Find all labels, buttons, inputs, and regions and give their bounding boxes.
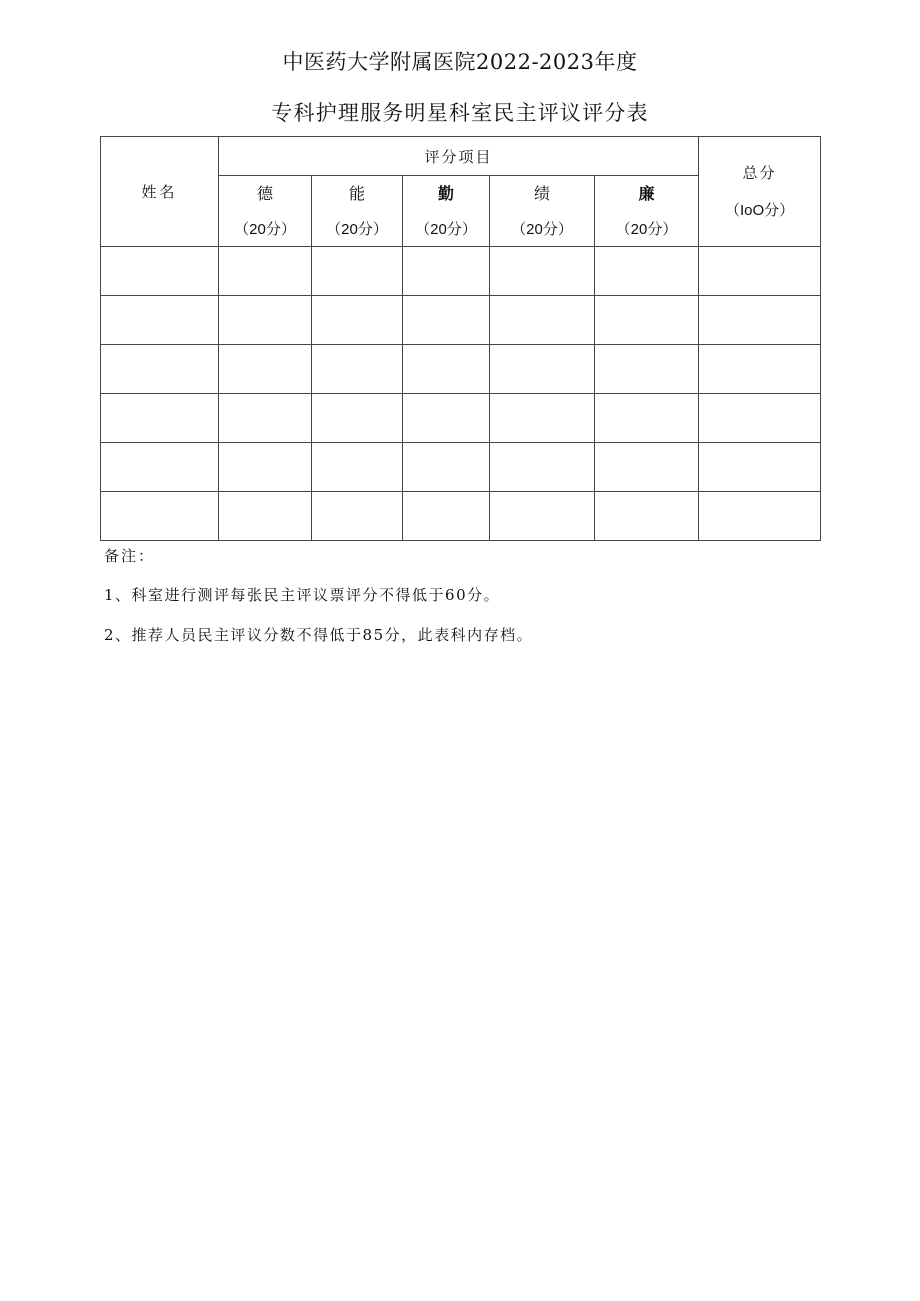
- score-cell-ji[interactable]: [490, 492, 595, 541]
- category-max-score: （20分）: [234, 220, 296, 238]
- score-cell-de[interactable]: [219, 492, 312, 541]
- score-cell-de[interactable]: [219, 443, 312, 492]
- notes-section: [104, 545, 155, 566]
- category-max-score: （20分）: [511, 220, 573, 238]
- evaluation-table: [100, 136, 821, 541]
- category-header-neng: [312, 176, 403, 247]
- category-header-ji: [490, 176, 595, 247]
- total-cell[interactable]: [699, 247, 821, 296]
- score-cell-qin[interactable]: [403, 492, 490, 541]
- score-cell-de[interactable]: [219, 345, 312, 394]
- score-cell-neng[interactable]: [312, 394, 403, 443]
- score-cell-de[interactable]: [219, 394, 312, 443]
- score-cell-qin[interactable]: [403, 345, 490, 394]
- total-cell[interactable]: [699, 492, 821, 541]
- document-title-line-2: 专科护理服务明星科室民主评议评分表: [271, 101, 649, 125]
- table-row: [101, 296, 821, 345]
- score-cell-qin[interactable]: [403, 296, 490, 345]
- name-cell[interactable]: [101, 247, 219, 296]
- total-cell[interactable]: [699, 345, 821, 394]
- score-cell-qin[interactable]: [403, 247, 490, 296]
- score-cell-ji[interactable]: [490, 394, 595, 443]
- category-max-score: （20分）: [615, 220, 678, 238]
- score-cell-neng[interactable]: [312, 443, 403, 492]
- total-cell[interactable]: [699, 443, 821, 492]
- table-row: [101, 345, 821, 394]
- score-cell-neng[interactable]: [312, 345, 403, 394]
- scoring-items-header: 评分项目: [219, 137, 699, 176]
- table-row: [101, 247, 821, 296]
- document-title-line-1: 中医药大学附属医院2022-2023年度: [282, 50, 638, 74]
- notes-label: 备注：: [104, 547, 156, 565]
- name-header-label: 姓名: [141, 183, 178, 201]
- score-cell-ji[interactable]: [490, 345, 595, 394]
- score-cell-ji[interactable]: [490, 247, 595, 296]
- note-item: 2、推荐人员民主评议分数不得低于85分，此表科内存档。: [104, 626, 534, 644]
- category-name: 廉: [638, 183, 655, 203]
- name-cell[interactable]: [101, 443, 219, 492]
- score-cell-qin[interactable]: [403, 443, 490, 492]
- name-cell[interactable]: [101, 394, 219, 443]
- category-name: 德: [256, 183, 273, 203]
- score-cell-neng[interactable]: [312, 492, 403, 541]
- category-max-score: （20分）: [326, 220, 388, 238]
- score-cell-lian[interactable]: [595, 443, 699, 492]
- category-name: 勤: [437, 183, 454, 203]
- table-row: [101, 492, 821, 541]
- note-item: 1、科室进行测评每张民主评议票评分不得低于60分。: [104, 586, 501, 604]
- score-cell-lian[interactable]: [595, 492, 699, 541]
- table-row: [101, 443, 821, 492]
- name-column-header: [101, 137, 219, 247]
- category-max-score: （20分）: [415, 220, 477, 238]
- total-max-score: （IoO分）: [724, 201, 795, 219]
- table-row: [101, 394, 821, 443]
- category-header-qin: [403, 176, 490, 247]
- name-cell[interactable]: [101, 296, 219, 345]
- score-cell-de[interactable]: [219, 296, 312, 345]
- name-cell[interactable]: [101, 345, 219, 394]
- score-cell-lian[interactable]: [595, 296, 699, 345]
- total-cell[interactable]: [699, 296, 821, 345]
- score-cell-de[interactable]: [219, 247, 312, 296]
- score-cell-lian[interactable]: [595, 345, 699, 394]
- score-cell-lian[interactable]: [595, 394, 699, 443]
- score-cell-ji[interactable]: [490, 296, 595, 345]
- name-cell[interactable]: [101, 492, 219, 541]
- total-cell[interactable]: [699, 394, 821, 443]
- score-cell-lian[interactable]: [595, 247, 699, 296]
- category-name: 能: [348, 183, 365, 203]
- score-cell-neng[interactable]: [312, 296, 403, 345]
- score-cell-neng[interactable]: [312, 247, 403, 296]
- category-header-de: [219, 176, 312, 247]
- total-header-label: 总分: [742, 163, 777, 182]
- score-cell-qin[interactable]: [403, 394, 490, 443]
- category-header-lian: [595, 176, 699, 247]
- score-cell-ji[interactable]: [490, 443, 595, 492]
- total-score-header: [699, 137, 821, 247]
- category-name: 绩: [533, 183, 550, 203]
